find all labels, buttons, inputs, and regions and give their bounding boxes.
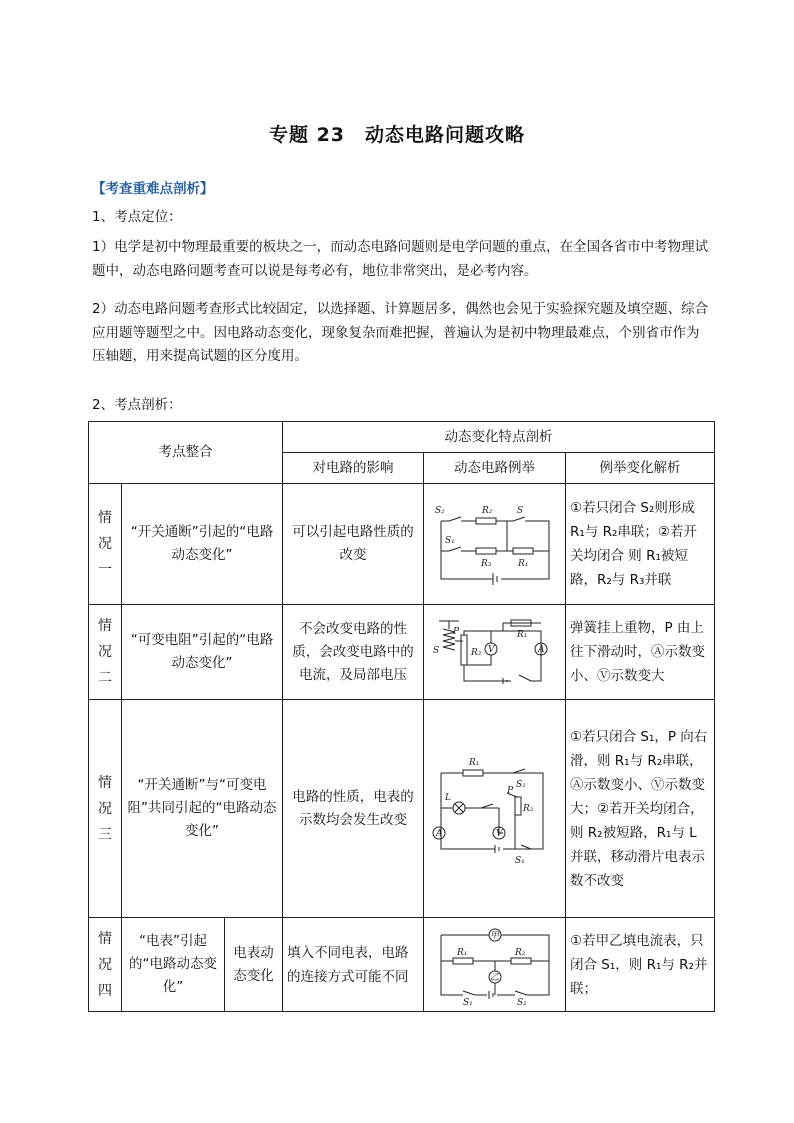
label-a: A bbox=[537, 645, 544, 655]
circuit-2-svg bbox=[431, 613, 559, 691]
page-title: 专题 23 动态电路问题攻略 bbox=[268, 124, 526, 146]
table-row bbox=[89, 700, 715, 918]
paragraph-2: 2）动态电路问题考查形式比较固定，以选择题、计算题居多，偶然也会见于实验探究题及填空题、综合应用题等题型之中。因电路动态变化，现象复杂而难把握，普遍认为是初中物理最难点，个别省市作为压轴题，用来提高试题的区分度用。 bbox=[92, 301, 709, 364]
section-heading: 【考查重难点剖析】 bbox=[92, 181, 214, 197]
point1-heading: 1、考点定位： bbox=[92, 209, 182, 225]
case-label: 情况四 bbox=[89, 918, 122, 1012]
label-v: V bbox=[495, 828, 502, 839]
label-s1: S₁ bbox=[444, 536, 455, 546]
label-jia: 甲 bbox=[489, 930, 499, 941]
case-cause: “电表”引起的“电路动态变化” bbox=[122, 918, 225, 1012]
table-row bbox=[89, 605, 715, 700]
label-v: V bbox=[487, 645, 494, 655]
label-r1: R₁ bbox=[516, 630, 527, 640]
case-analysis: ①若只闭合 S₁，P 向右滑，则 R₁与 R₂串联，Ⓐ示数变小、Ⓥ示数变大；②若开关均闭合，则 R₂被短路，R₁与 L 并联，移动滑片电表示数不改变 bbox=[566, 700, 715, 918]
circuit-4-svg bbox=[431, 925, 559, 1005]
label-r1: R₁ bbox=[517, 559, 528, 569]
label-r2: R₂ bbox=[522, 803, 533, 814]
circuit-1-svg bbox=[431, 499, 559, 589]
header-topic: 考点整合 bbox=[89, 422, 283, 484]
header-analysis: 例举变化解析 bbox=[566, 453, 715, 484]
case-effect: 填入不同电表，电路的连接方式可能不同 bbox=[283, 918, 424, 1012]
label-yi: 乙 bbox=[489, 972, 499, 983]
header-example: 动态电路例举 bbox=[424, 453, 566, 484]
label-r2: R₂ bbox=[514, 947, 525, 958]
label-p: P bbox=[506, 785, 513, 796]
label-s2: S₂ bbox=[515, 779, 526, 790]
label-r2: R₂ bbox=[481, 506, 492, 516]
label-s1: S₁ bbox=[462, 997, 473, 1005]
label-p: P bbox=[452, 627, 459, 637]
case-analysis: ①若只闭合 S₂则形成 R₁与 R₂串联；②若开关均闭合 则 R₁被短路，R₂与 R₃并联 bbox=[566, 484, 715, 605]
circuit-diagram-4 bbox=[424, 918, 566, 1012]
table-row bbox=[89, 484, 715, 605]
analysis-table bbox=[88, 421, 715, 1012]
case-sub: 电表动态变化 bbox=[225, 918, 283, 1012]
case-effect: 可以引起电路性质的改变 bbox=[283, 484, 424, 605]
circuit-3-svg bbox=[431, 753, 559, 865]
circuit-diagram-3 bbox=[424, 700, 566, 918]
case-cause: “开关通断”引起的“电路动态变化” bbox=[122, 484, 283, 605]
case-analysis: ①若甲乙填电流表，只闭合 S₁，则 R₁与 R₂并联； bbox=[566, 918, 715, 1012]
label-r2: R₂ bbox=[470, 648, 481, 658]
circuit-diagram-2 bbox=[424, 605, 566, 700]
label-s: S bbox=[516, 506, 523, 516]
case-cause: “可变电阻”引起的“电路动态变化” bbox=[122, 605, 283, 700]
label-s: S bbox=[432, 646, 439, 656]
point2-heading: 2、考点剖析： bbox=[92, 397, 182, 413]
circuit-diagram-1 bbox=[424, 484, 566, 605]
case-effect: 电路的性质，电表的示数均会发生改变 bbox=[283, 700, 424, 918]
label-r1: R₁ bbox=[468, 757, 479, 768]
label-r1: R₁ bbox=[456, 947, 467, 958]
case-label: 情况三 bbox=[89, 700, 122, 918]
label-l: L bbox=[444, 792, 451, 803]
case-label: 情况一 bbox=[89, 484, 122, 605]
case-analysis: 弹簧挂上重物，P 由上往下滑动时，Ⓐ示数变小、Ⓥ示数变大 bbox=[566, 605, 715, 700]
label-a: A bbox=[435, 828, 442, 839]
case-cause: “开关通断”与“可变电阻”共同引起的“电路动态变化” bbox=[122, 700, 283, 918]
label-s1: S₁ bbox=[514, 855, 525, 865]
label-s2: S₂ bbox=[434, 506, 445, 516]
label-r3: R₃ bbox=[480, 559, 491, 569]
label-s2: S₂ bbox=[516, 997, 527, 1005]
paragraph-1: 1）电学是初中物理最重要的板块之一，而动态电路问题则是电学问题的重点，在全国各省市中考物理试题中，动态电路问题考查可以说是每考必有，地位非常突出，是必考内容。 bbox=[92, 239, 709, 279]
header-effect: 对电路的影响 bbox=[283, 453, 424, 484]
case-label: 情况二 bbox=[89, 605, 122, 700]
header-group: 动态变化特点剖析 bbox=[283, 422, 715, 453]
table-row bbox=[89, 918, 715, 1012]
case-effect: 不会改变电路的性质，会改变电路中的电流，及局部电压 bbox=[283, 605, 424, 700]
